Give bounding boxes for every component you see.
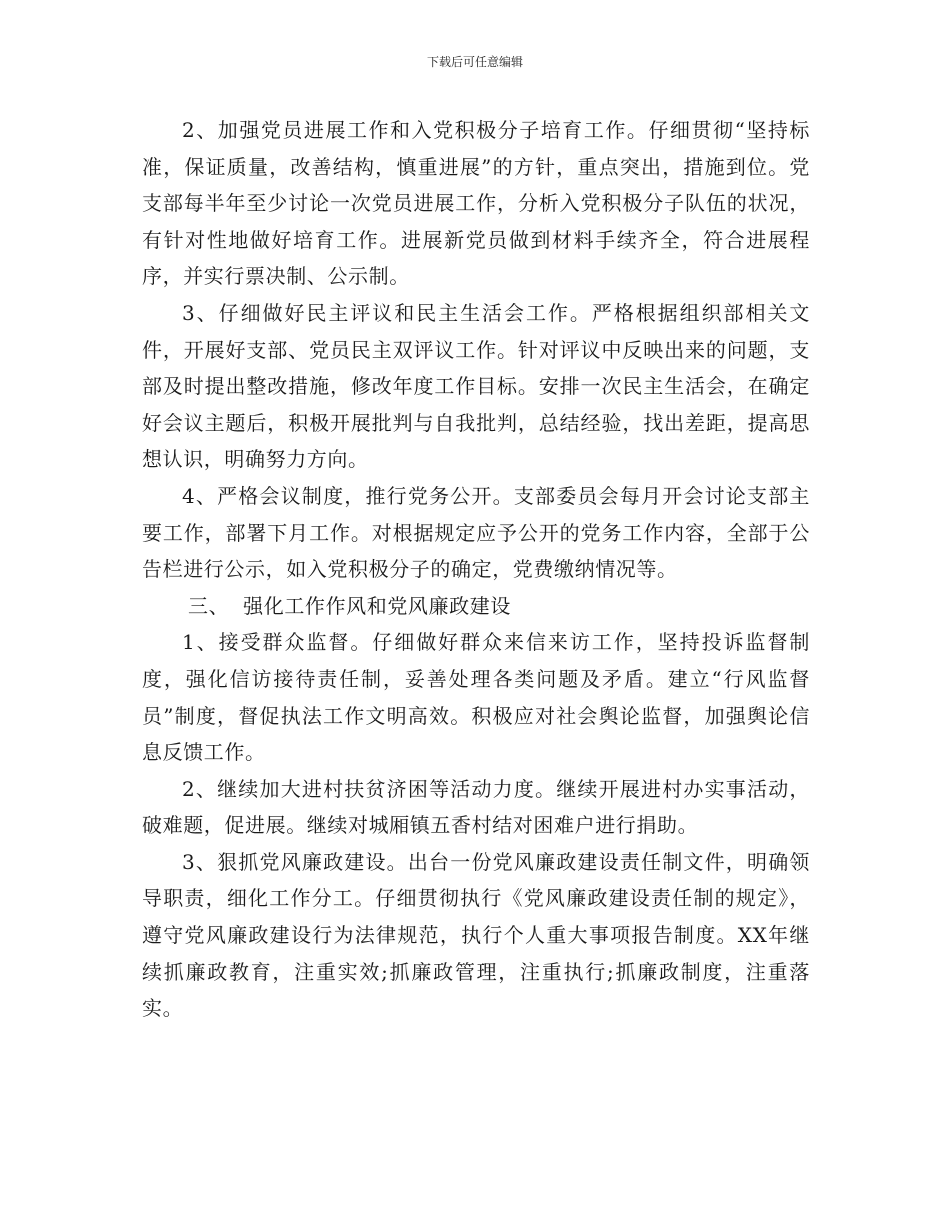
paragraph-poverty-relief: 2、继续加大进村扶贫济困等活动力度。继续开展进村办实事活动，破难题，促进展。继续对城厢镇五香村结对困难户进行捐助。 — [142, 776, 810, 838]
section-heading-work-style: 三、 强化工作作风和党风廉政建设 — [188, 593, 511, 618]
document-body — [142, 112, 810, 1027]
page-header: 下载后可任意编辑 — [426, 55, 523, 69]
paragraph-public-supervision: 1、接受群众监督。仔细做好群众来信来访工作，坚持投诉监督制度，强化信访接待责任制，妥善处理各类问题及矛盾。建立“行风监督员”制度，督促执法工作文明高效。积极应对社会舆论监督，加强舆论信息反馈工作。 — [142, 630, 810, 765]
paragraph-party-member-development: 2、加强党员进展工作和入党积极分子培育工作。仔细贯彻“坚持标准，保证质量，改善结构，慎重进展”的方针，重点突出，措施到位。党支部每半年至少讨论一次党员进展工作，分析入党积极分子队伍的状况，有针对性地做好培育工作。进展新党员做到材料手续齐全，符合进展程序，并实行票决制、公示制。 — [142, 118, 810, 289]
paragraph-integrity-building: 3、狠抓党风廉政建设。出台一份党风廉政建设责任制文件，明确领导职责，细化工作分工。仔细贯彻执行《党风廉政建设责任制的规定》，遵守党风廉政建设行为法律规范，执行个人重大事项报告制度。XX年继续抓廉政教育，注重实效;抓廉政管理，注重执行;抓廉政制度，注重落实。 — [142, 849, 810, 1021]
paragraph-meeting-system: 4、严格会议制度，推行党务公开。支部委员会每月开会讨论支部主要工作，部署下月工作。对根据规定应予公开的党务工作内容，全部于公告栏进行公示，如入党积极分子的确定，党费缴纳情况等。 — [142, 483, 810, 582]
paragraph-democratic-review: 3、仔细做好民主评议和民主生活会工作。严格根据组织部相关文件，开展好支部、党员民主双评议工作。针对评议中反映出来的问题，支部及时提出整改措施，修改年度工作目标。安排一次民主生活会，在确定好会议主题后，积极开展批判与自我批判，总结经验，找出差距，提高思想认识，明确努力方向。 — [142, 300, 810, 472]
